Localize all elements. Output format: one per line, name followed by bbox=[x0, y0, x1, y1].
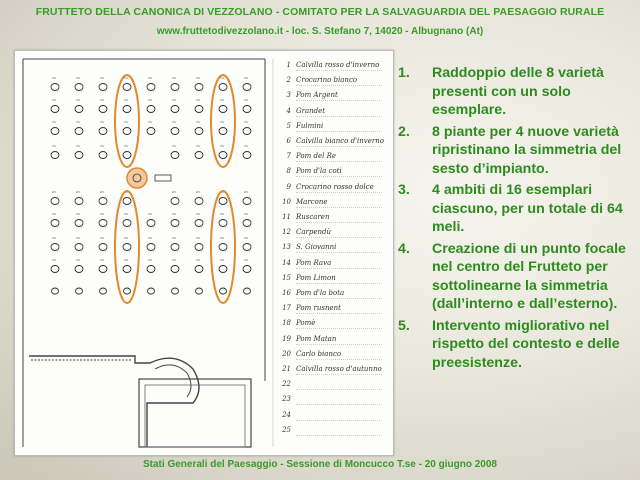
tree-mark bbox=[195, 128, 203, 135]
legend-rule bbox=[296, 116, 382, 117]
legend-variety: Crocarino bianco bbox=[296, 76, 358, 85]
tree-mark bbox=[123, 128, 131, 135]
point-number: 4. bbox=[398, 240, 410, 257]
point-number: 3. bbox=[398, 182, 410, 198]
tree-mark bbox=[51, 128, 59, 135]
legend-number: 22 bbox=[282, 380, 291, 389]
legend-rule bbox=[296, 161, 382, 162]
legend-variety: Pom Rava bbox=[296, 258, 332, 267]
legend-rule bbox=[296, 389, 382, 390]
legend-variety: Pom d'la bota bbox=[296, 289, 345, 297]
legend-rule bbox=[296, 237, 382, 238]
building-outline bbox=[29, 356, 199, 447]
legend-rule bbox=[296, 100, 382, 101]
point-1 bbox=[398, 64, 634, 120]
legend-number: 11 bbox=[282, 213, 291, 221]
tree-mark bbox=[75, 128, 83, 135]
tree-mark bbox=[75, 152, 83, 159]
tree-mark bbox=[147, 128, 155, 135]
legend-rule bbox=[296, 313, 382, 314]
cloister-block bbox=[139, 379, 251, 447]
tree-mark bbox=[195, 266, 203, 273]
legend-number: 23 bbox=[282, 395, 291, 404]
tree-mark bbox=[52, 288, 59, 294]
legend-number: 2 bbox=[286, 76, 291, 85]
legend-variety: Marcone bbox=[296, 197, 328, 206]
tree-mark bbox=[243, 266, 251, 273]
legend-rule bbox=[296, 222, 382, 223]
tree-mark bbox=[123, 198, 131, 205]
tree-mark bbox=[171, 220, 179, 227]
legend-number: 18 bbox=[282, 319, 291, 328]
highlight-ellipse bbox=[211, 75, 235, 167]
tree-mark bbox=[219, 106, 227, 113]
tree-mark bbox=[244, 288, 251, 294]
legend-variety: Pom d'la coti bbox=[296, 167, 342, 176]
tree-mark bbox=[123, 244, 131, 251]
tree-mark bbox=[51, 198, 59, 205]
header-title: FRUTTETO DELLA CANONICA DI VEZZOLANO - COMITATO PER LA SALVAGUARDIA DEL PAESAGGIO RURALE bbox=[35, 6, 605, 18]
tree-mark bbox=[147, 266, 155, 273]
legend-variety: Pom del Re bbox=[296, 152, 337, 161]
tree-mark bbox=[99, 220, 107, 227]
point-5 bbox=[398, 317, 634, 373]
tree-mark bbox=[99, 244, 107, 251]
tree-mark bbox=[76, 288, 83, 294]
legend-variety: Crocarino rosso dolce bbox=[296, 182, 374, 191]
tree-mark bbox=[171, 198, 179, 205]
point-text: 4 ambiti di 16 esemplari ciascuno, per un totale di 64 meli. bbox=[432, 182, 623, 235]
tree-mark bbox=[51, 84, 59, 91]
point-3 bbox=[398, 181, 634, 237]
tree-mark bbox=[99, 152, 107, 159]
legend-number: 21 bbox=[282, 365, 291, 373]
legend-rule bbox=[296, 283, 382, 284]
tree-mark bbox=[219, 220, 227, 227]
legend-number: 14 bbox=[282, 258, 291, 267]
tree-mark bbox=[219, 128, 227, 135]
highlight-ellipse bbox=[115, 75, 139, 167]
legend-variety: Ruscaren bbox=[296, 213, 330, 221]
legend-number: 6 bbox=[286, 137, 291, 145]
legend-variety: Pom Limon bbox=[296, 273, 336, 282]
tree-mark bbox=[123, 220, 131, 227]
tree-mark bbox=[75, 244, 83, 251]
tree-mark bbox=[243, 106, 251, 113]
highlight-ellipse bbox=[115, 191, 139, 303]
legend-number: 1 bbox=[286, 61, 291, 69]
tree-mark bbox=[219, 152, 227, 159]
tree-mark bbox=[51, 220, 59, 227]
tree-mark bbox=[99, 84, 107, 91]
tree-mark bbox=[123, 106, 131, 113]
tree-mark bbox=[123, 152, 131, 159]
legend-variety: Fulmini bbox=[296, 121, 324, 130]
tree-mark bbox=[195, 220, 203, 227]
tree-mark bbox=[195, 152, 203, 159]
legend-variety: Carlo bianco bbox=[296, 349, 342, 358]
tree-mark bbox=[172, 288, 179, 294]
legend-variety: Pomè bbox=[296, 319, 316, 328]
tree-mark bbox=[99, 198, 107, 205]
legend-number: 13 bbox=[282, 243, 291, 252]
legend-variety: Pom rusnent bbox=[296, 304, 341, 313]
legend-variety: Pom Matan bbox=[296, 334, 337, 343]
highlight-ellipse bbox=[211, 191, 235, 303]
legend-variety: Calvilla bianco d'inverno bbox=[296, 137, 384, 145]
tree-mark bbox=[51, 266, 59, 273]
legend-number: 9 bbox=[286, 182, 291, 191]
legend-rule bbox=[296, 268, 382, 269]
apse bbox=[155, 365, 191, 397]
legend-number: 12 bbox=[282, 228, 291, 237]
legend-rule bbox=[296, 85, 382, 86]
points-list bbox=[398, 64, 634, 375]
legend-number: 16 bbox=[282, 289, 291, 297]
tree-mark bbox=[51, 106, 59, 113]
legend-number: 17 bbox=[282, 304, 291, 313]
tree-mark bbox=[51, 244, 59, 251]
legend-number: 20 bbox=[282, 349, 291, 358]
legend-variety: Calvilla rosso d'autunno bbox=[296, 365, 382, 373]
legend-number: 25 bbox=[282, 425, 291, 434]
legend-number: 4 bbox=[286, 106, 291, 115]
legend-variety: S. Giovanni bbox=[296, 243, 337, 252]
tree-mark bbox=[195, 198, 203, 205]
legend-variety: Carpendù bbox=[296, 228, 331, 237]
point-number: 2. bbox=[398, 123, 410, 140]
tree-mark bbox=[147, 244, 155, 251]
tree-mark bbox=[171, 128, 179, 135]
tree-mark bbox=[75, 220, 83, 227]
tree-mark bbox=[219, 244, 227, 251]
legend-number: 5 bbox=[286, 121, 291, 130]
tree-mark bbox=[147, 84, 155, 91]
tree-mark bbox=[75, 198, 83, 205]
tree-mark bbox=[243, 84, 251, 91]
point-2 bbox=[398, 123, 634, 179]
tree-mark bbox=[243, 128, 251, 135]
tree-mark bbox=[243, 198, 251, 205]
tree-mark bbox=[124, 288, 131, 294]
focal-point bbox=[127, 168, 147, 188]
legend-variety: Pom Argent bbox=[296, 91, 338, 100]
tree-mark bbox=[219, 84, 227, 91]
legend-rule bbox=[296, 192, 382, 193]
legend-rule bbox=[296, 252, 382, 253]
legend-number: 3 bbox=[286, 91, 291, 100]
legend-rule bbox=[296, 146, 382, 147]
legend-number: 24 bbox=[282, 410, 291, 419]
orchard-plan bbox=[14, 50, 394, 456]
bench-mark bbox=[155, 175, 171, 181]
tree-mark bbox=[219, 266, 227, 273]
tree-mark bbox=[195, 244, 203, 251]
legend-rule bbox=[296, 207, 382, 208]
tree-mark bbox=[123, 84, 131, 91]
legend-variety: Grandet bbox=[296, 106, 326, 115]
highlight-group bbox=[115, 75, 235, 303]
footer: Stati Generali del Paesaggio - Sessione di Moncucco T.se - 20 giugno 2008 bbox=[143, 459, 497, 470]
tree-mark bbox=[195, 106, 203, 113]
tree-mark bbox=[147, 220, 155, 227]
point-text: Creazione di un punto focale nel centro del Frutteto per sottolinearne la simmetria (dall’interno e dall’esterno). bbox=[432, 240, 626, 312]
tree-mark bbox=[171, 84, 179, 91]
tree-mark bbox=[171, 244, 179, 251]
tree-mark bbox=[51, 152, 59, 159]
cloister-inner bbox=[145, 385, 245, 447]
legend-rule bbox=[296, 328, 382, 329]
tree-mark bbox=[147, 106, 155, 113]
tree-mark bbox=[75, 106, 83, 113]
legend-rule bbox=[296, 435, 382, 436]
tree-mark bbox=[99, 266, 107, 273]
tree-mark bbox=[75, 84, 83, 91]
tree-mark bbox=[171, 152, 179, 159]
tree-mark bbox=[171, 266, 179, 273]
legend-number: 8 bbox=[286, 167, 291, 176]
legend-rule bbox=[296, 420, 382, 421]
tree-mark bbox=[148, 288, 155, 294]
header-subtitle: www.fruttetodivezzolano.it - loc. S. Stefano 7, 14020 - Albugnano (At) bbox=[156, 26, 484, 37]
point-number: 1. bbox=[398, 65, 410, 81]
tree-mark bbox=[243, 220, 251, 227]
tree-mark bbox=[220, 288, 227, 294]
tree-mark bbox=[243, 244, 251, 251]
legend-number: 7 bbox=[286, 152, 291, 161]
tree-mark bbox=[99, 128, 107, 135]
tree-mark bbox=[171, 106, 179, 113]
legend-rule bbox=[296, 131, 382, 132]
tree-mark bbox=[195, 84, 203, 91]
tree-mark bbox=[219, 198, 227, 205]
tree-mark bbox=[75, 266, 83, 273]
tree-mark bbox=[99, 106, 107, 113]
legend-rule bbox=[296, 344, 382, 345]
tree-grid bbox=[51, 78, 251, 294]
legend-rule bbox=[296, 70, 382, 71]
tree-mark bbox=[196, 288, 203, 294]
legend-rule bbox=[296, 404, 382, 405]
tree-mark bbox=[100, 288, 107, 294]
legend-number: 15 bbox=[282, 273, 291, 282]
legend-number: 10 bbox=[282, 197, 291, 206]
tree-mark bbox=[243, 152, 251, 159]
legend-number: 19 bbox=[282, 334, 291, 343]
point-text: 8 piante per 4 nuove varietà ripristinano la simmetria del sesto d’impianto. bbox=[432, 123, 622, 177]
tree-mark bbox=[123, 266, 131, 273]
point-text: Raddoppio delle 8 varietà presenti con un solo esemplare. bbox=[432, 65, 604, 118]
point-number: 5. bbox=[398, 317, 410, 334]
legend-rule bbox=[296, 374, 382, 375]
legend-rule bbox=[296, 176, 382, 177]
legend-rule bbox=[296, 298, 382, 299]
legend-rule bbox=[296, 359, 382, 360]
point-4 bbox=[398, 240, 634, 314]
point-text: Intervento migliorativo nel rispetto del contesto e delle preesistenze. bbox=[432, 317, 620, 371]
legend-variety: Calvilla rosso d'inverno bbox=[296, 61, 380, 69]
